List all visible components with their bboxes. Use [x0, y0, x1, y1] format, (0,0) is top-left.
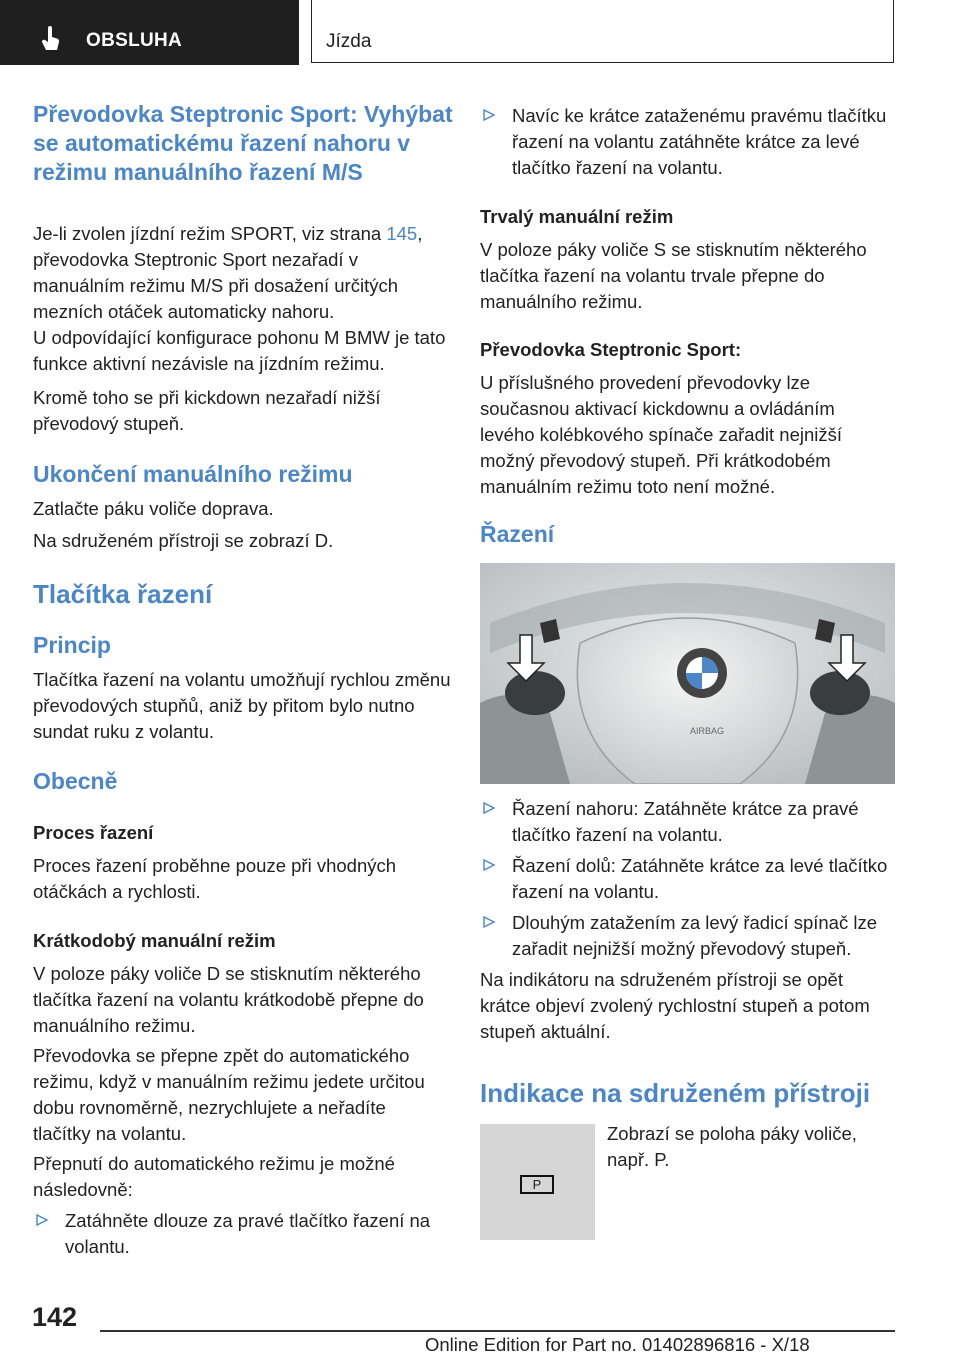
paragraph-permanent-manual: V poloze páky voliče S se stisknutím některého tlačítka řazení na volantu trvale přepne do manuálního režimu.	[480, 239, 867, 312]
chapter-box	[311, 0, 894, 63]
page-number: 142	[32, 1302, 78, 1332]
subheading-permanent-manual: Trvalý manuální režim	[480, 206, 674, 227]
list-item-text: Dlouhým zatažením za levý řadicí spínač lze zařadit nejnižší možný převodový stupeň.	[512, 912, 878, 959]
text-fragment: Je-li zvolen jízdní režim SPORT, viz strana	[33, 223, 387, 244]
paragraph-kickdown: Kromě toho se při kickdown nezařadí nižší převodový stupeň.	[33, 387, 381, 434]
section-label: OBSLUHA	[86, 30, 183, 51]
heading-cluster-display: Indikace na sdruženém přístroji	[480, 1078, 871, 1108]
heading-principle: Princip	[33, 632, 111, 658]
page-link-145[interactable]: 145	[386, 223, 418, 244]
heading-end-manual-mode: Ukončení manuálního režimu	[33, 461, 353, 487]
list-item-text: Řazení nahoru: Zatáhněte krátce za pravé tlačítko řazení na volantu.	[512, 798, 859, 845]
triangle-bullet-icon	[482, 858, 496, 872]
heading-general: Obecně	[33, 768, 118, 794]
paragraph-sport-mode	[33, 221, 451, 325]
triangle-bullet-icon	[35, 1213, 49, 1227]
list-item-text: Navíc ke krátce zataženému pravému tlačítku řazení na volantu zatáhněte krátce za levé tlačítko řazení na volantu.	[512, 105, 887, 178]
subheading-steptronic-sport: Převodovka Steptronic Sport:	[480, 339, 742, 360]
paragraph-display-p: Zobrazí se poloha páky voliče, např. P.	[607, 1123, 857, 1170]
subheading-shift-process: Proces řazení	[33, 822, 154, 843]
heading-shift-paddles: Tlačítka řazení	[33, 579, 213, 609]
hand-pointer-icon	[40, 26, 62, 52]
list-item-text: Řazení dolů: Zatáhněte krátce za levé tlačítko řazení na volantu.	[512, 855, 888, 902]
triangle-bullet-icon	[482, 108, 496, 122]
paragraph-m-drive: U odpovídající konfigurace pohonu M BMW je tato funkce aktivní nezávisle na jízdním režimu.	[33, 327, 446, 374]
airbag-label: AIRBAG	[690, 726, 725, 736]
footer-edition: Online Edition for Part no. 01402896816 - X/18	[425, 1334, 810, 1355]
list-item	[480, 103, 894, 181]
triangle-bullet-icon	[482, 915, 496, 929]
paragraph-display-d: Na sdruženém přístroji se zobrazí D.	[33, 530, 334, 551]
footer-divider	[100, 1330, 895, 1332]
list-item	[480, 910, 894, 962]
list-item-text: Zatáhněte dlouze za pravé tlačítko řazení na volantu.	[65, 1210, 431, 1257]
paragraph-switch-auto: Přepnutí do automatického režimu je možné následovně:	[33, 1153, 395, 1200]
section-tab[interactable]	[0, 0, 299, 65]
paragraph-shift-process: Proces řazení proběhne pouze při vhodných otáčkách a rychlosti.	[33, 855, 397, 902]
heading-shifting: Řazení	[480, 521, 555, 547]
paragraph-indicator-note: Na indikátoru na sdruženém přístroji se opět krátce objeví zvolený rychlostní stupeň a potom stupeň aktuální.	[480, 969, 870, 1042]
cluster-display-thumbnail	[480, 1124, 595, 1240]
chapter-label: Jízda	[326, 31, 372, 52]
paragraph-return-auto: Převodovka se přepne zpět do automatického režimu, když v manuálním režimu jedete určitou dobu rovnoměrně, nezrychlujete a neřadíte tlačítky na volantu.	[33, 1045, 425, 1144]
steering-wheel-illustration	[480, 563, 895, 784]
list-item	[33, 1208, 443, 1260]
heading-steptronic-sport: Převodovka Steptronic Sport: Vyhýbat se automatickému řazení nahoru v režimu manuálního řazení M/S	[33, 101, 453, 185]
subheading-temporary-manual: Krátkodobý manuální režim	[33, 930, 276, 951]
paragraph-steptronic-kickdown: U příslušného provedení převodovky lze současnou aktivací kickdownu a ovládáním levého kolébkového spínače zařadit nejnižší možný převodový stupeň. Při krátkodobém manuálním režimu toto není možné.	[480, 372, 843, 497]
list-item	[480, 796, 894, 848]
paragraph-principle: Tlačítka řazení na volantu umožňují rychlou změnu převodových stupňů, aniž by přitom bylo nutno sundat ruku z volantu.	[33, 669, 451, 742]
list-item	[480, 853, 894, 905]
paragraph-push-lever: Zatlačte páku voliče doprava.	[33, 498, 274, 519]
triangle-bullet-icon	[482, 801, 496, 815]
text-fragment: , převodovka Steptronic Sport nezařadí v manuálním režimu M/S při dosažení určitých mezních otáček automaticky nahoru.	[33, 223, 423, 322]
gear-p-indicator: P	[520, 1175, 554, 1194]
paragraph-temporary-manual: V poloze páky voliče D se stisknutím některého tlačítka řazení na volantu krátkodobě přepne do manuálního režimu.	[33, 963, 424, 1036]
